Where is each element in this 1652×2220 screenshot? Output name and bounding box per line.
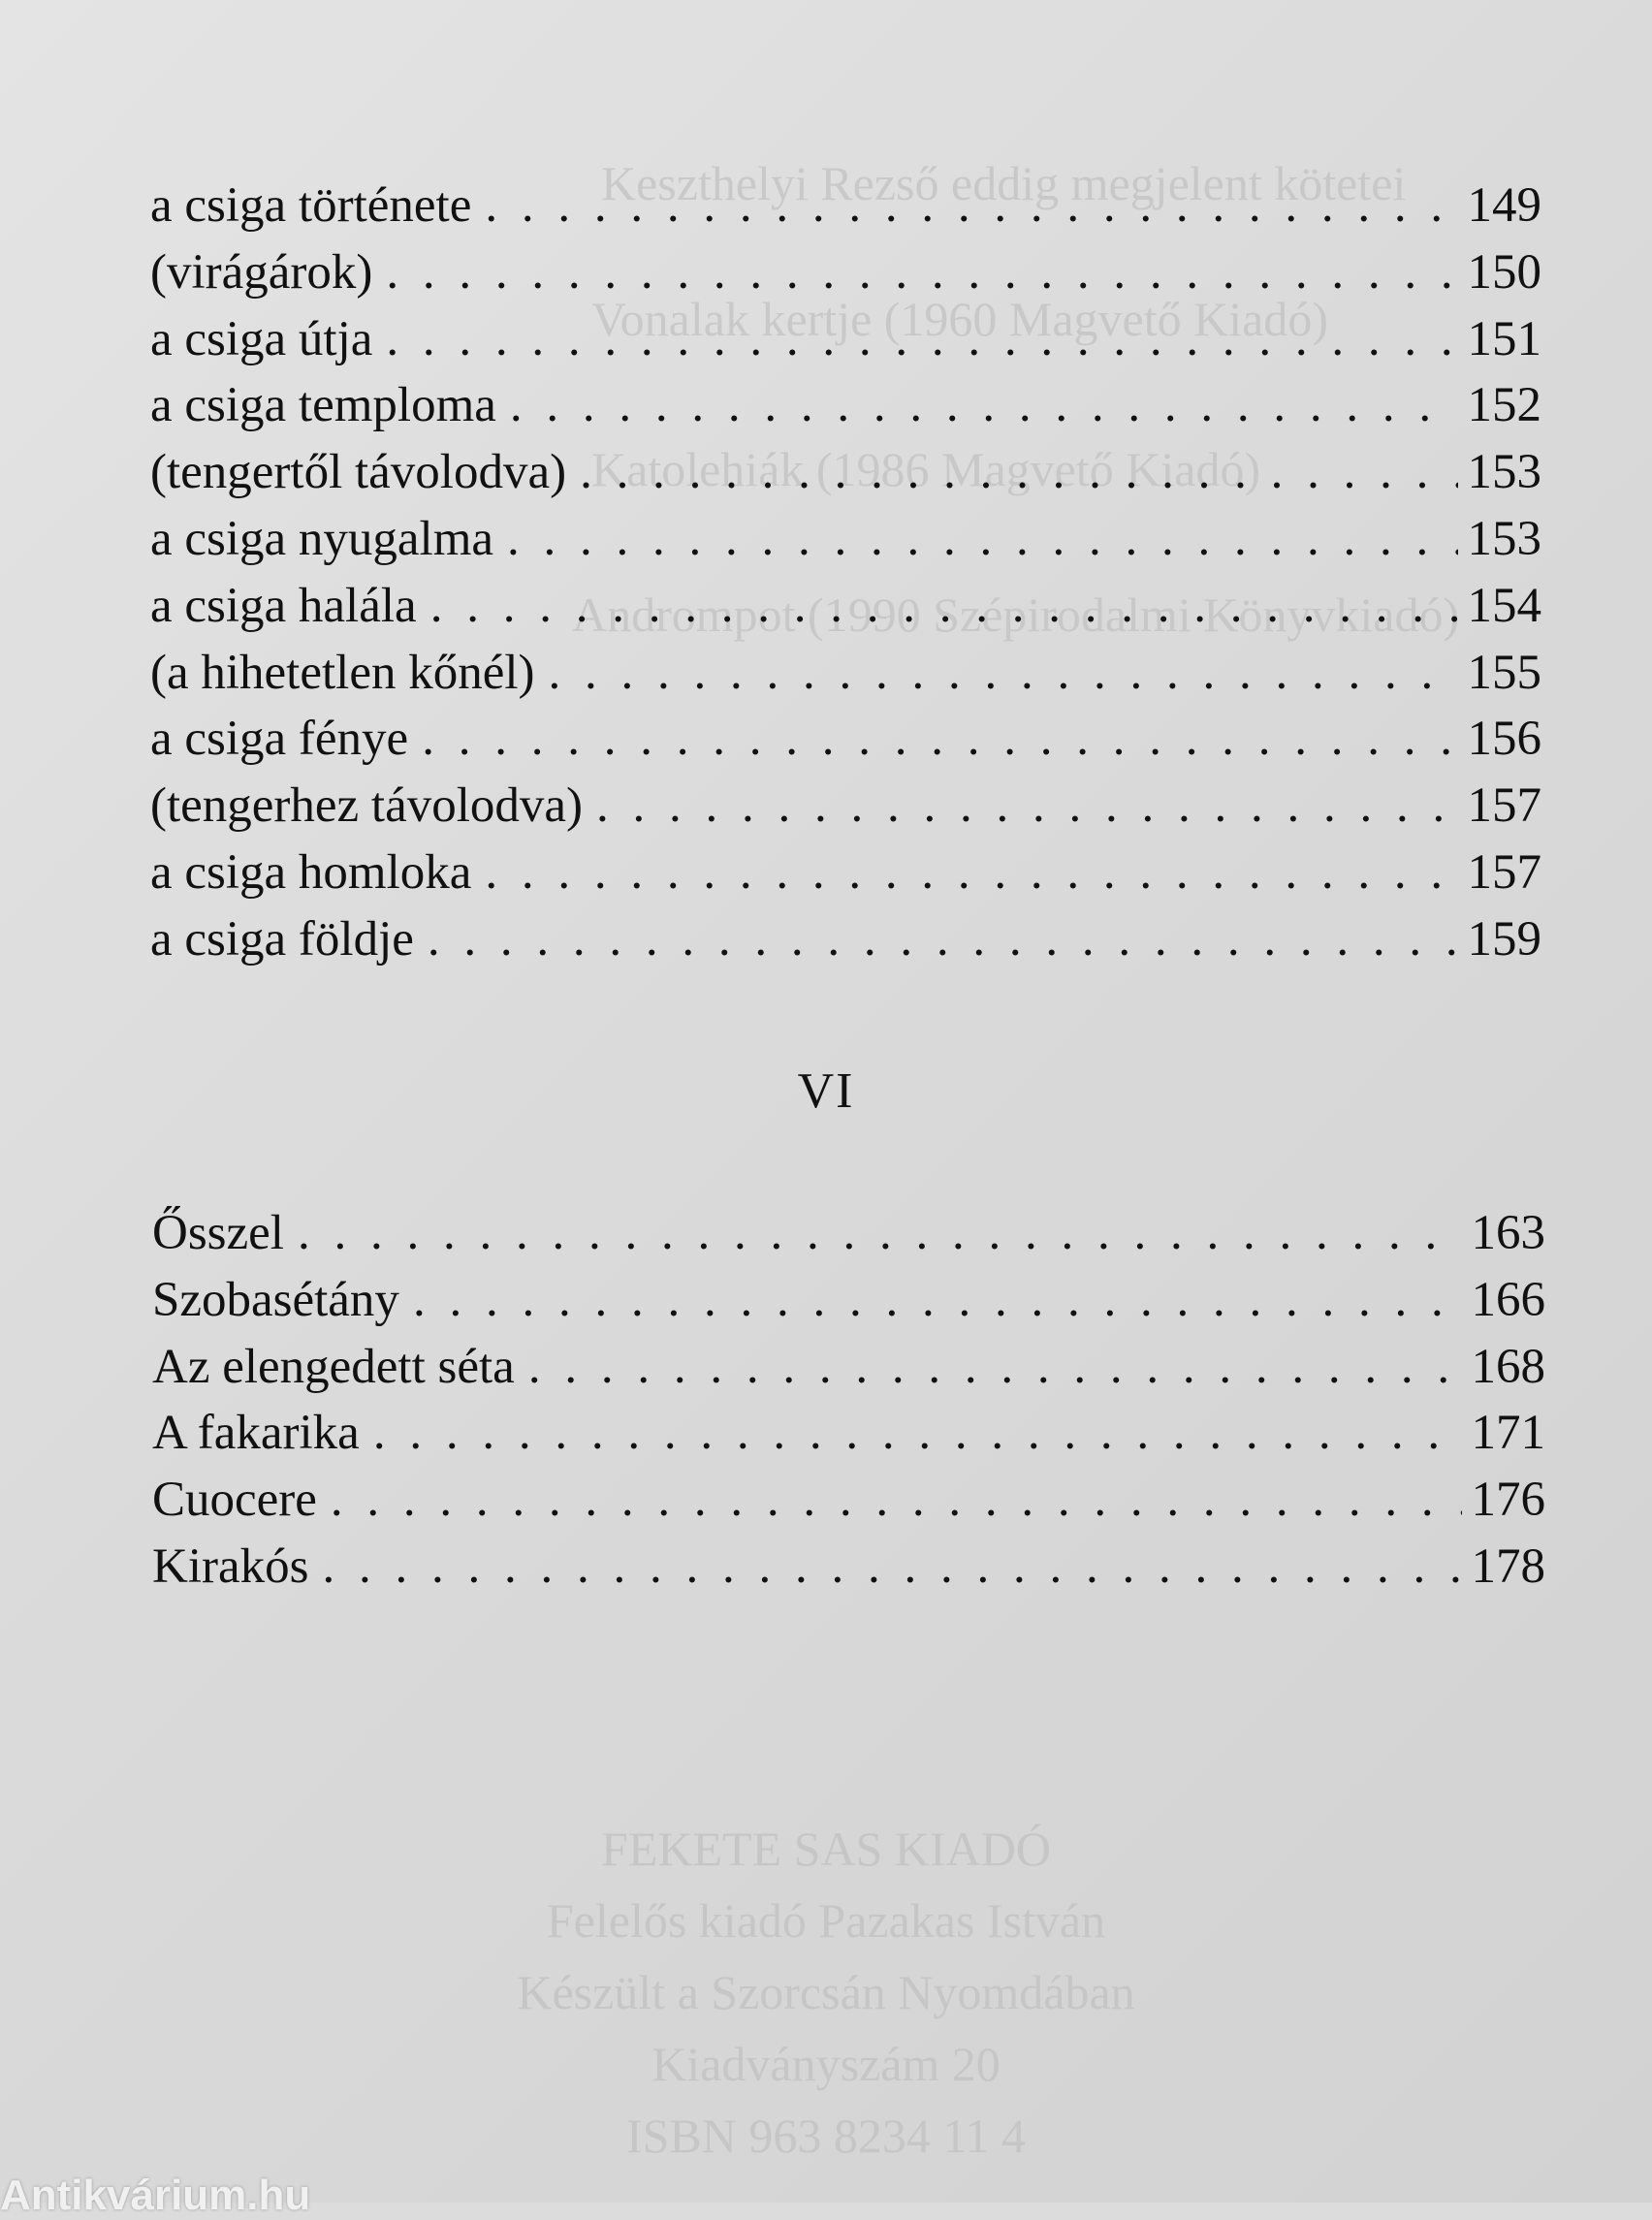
imprint-show-through — [0, 1813, 1652, 2172]
toc-entry-title: Kirakós — [152, 1538, 309, 1594]
show-through-line-2: Vonalak kertje (1960 Magvető Kiadó) — [591, 292, 1328, 346]
section-heading: VI — [797, 1063, 855, 1119]
toc-entry-title: Szobasétány — [152, 1272, 399, 1327]
toc-entry[interactable] — [150, 640, 1541, 707]
toc-entry-title: Az elengedett séta — [152, 1339, 515, 1394]
toc-entry-page: 168 — [1471, 1339, 1545, 1394]
toc-entry-page: 150 — [1467, 244, 1541, 300]
toc-entry-title: a csiga homloka — [150, 844, 472, 900]
toc-entry-page: 163 — [1471, 1206, 1545, 1260]
toc-entry-page: 155 — [1467, 645, 1541, 700]
toc-leader-dots — [386, 239, 1457, 306]
toc-leader-dots — [373, 1400, 1462, 1467]
toc-entry-title: a csiga földje — [150, 911, 414, 967]
toc-entry-title: a csiga nyugalma — [150, 511, 494, 566]
toc-entry[interactable] — [152, 1267, 1545, 1334]
toc-entry-page: 153 — [1467, 445, 1541, 500]
toc-entry[interactable] — [152, 1200, 1545, 1267]
toc-leader-dots — [322, 1534, 1461, 1601]
toc-entry-page: 149 — [1467, 178, 1541, 233]
toc-entry[interactable] — [150, 706, 1541, 773]
toc-entry-page: 153 — [1467, 511, 1541, 566]
toc-entry[interactable] — [150, 773, 1541, 840]
toc-entry-page: 151 — [1467, 311, 1541, 366]
toc-entry[interactable] — [150, 306, 1541, 373]
toc-entry[interactable] — [152, 1534, 1545, 1601]
toc-leader-dots — [549, 640, 1458, 707]
toc-entry[interactable] — [150, 906, 1541, 973]
show-through-line-1: Keszthelyi Rezső eddig megjelent kötetei — [601, 156, 1407, 210]
toc-entry[interactable] — [152, 1467, 1545, 1534]
toc-entry-page: 156 — [1467, 712, 1541, 767]
toc-leader-dots — [507, 506, 1457, 573]
toc-leader-dots — [596, 773, 1457, 840]
toc-entry-title: Ősszel — [152, 1206, 284, 1260]
toc-entry-page: 159 — [1467, 911, 1541, 967]
toc-entry[interactable] — [150, 439, 1541, 506]
toc-entry[interactable] — [150, 173, 1541, 239]
toc-entry[interactable] — [150, 372, 1541, 439]
toc-entry-title: Cuocere — [152, 1473, 317, 1528]
site-watermark: Antikvárium.hu — [0, 2172, 311, 2219]
toc-leader-dots — [428, 906, 1458, 973]
toc-leader-dots — [528, 1334, 1462, 1401]
toc-entry-page: 178 — [1471, 1538, 1545, 1594]
imprint-number: Kiadványszám 20 — [651, 2037, 1001, 2091]
show-through-line-3: Katolehiák (1986 Magvető Kiadó) — [591, 442, 1261, 496]
toc-entry-title: a csiga halála — [150, 578, 417, 633]
toc-section-6 — [152, 1200, 1545, 1601]
toc-entry-page: 171 — [1471, 1406, 1545, 1461]
imprint-printer: Készült a Szorcsán Nyomdában — [517, 1965, 1135, 2019]
toc-entry-page: 157 — [1467, 778, 1541, 834]
toc-entry-title: A fakarika — [152, 1406, 360, 1461]
toc-section-5 — [150, 173, 1541, 973]
toc-leader-dots — [485, 173, 1457, 239]
toc-entry-page: 176 — [1471, 1473, 1545, 1528]
toc-entry-title: (tengerhez távolodva) — [150, 778, 584, 834]
imprint-publisher: FEKETE SAS KIADÓ — [601, 1822, 1051, 1876]
toc-leader-dots — [510, 372, 1458, 439]
imprint-isbn: ISBN 963 8234 11 4 — [625, 2109, 1027, 2163]
toc-entry-title: (a hihetetlen kőnél) — [150, 645, 535, 700]
imprint-responsible: Felelős kiadó Pazakas István — [546, 1893, 1106, 1948]
toc-leader-dots — [298, 1200, 1462, 1267]
toc-entry-title: (virágárok) — [150, 244, 373, 300]
toc-leader-dots — [386, 306, 1457, 373]
toc-entry[interactable] — [150, 506, 1541, 573]
toc-entry[interactable] — [150, 239, 1541, 306]
toc-entry-page: 166 — [1471, 1272, 1545, 1327]
toc-leader-dots — [331, 1467, 1462, 1534]
toc-leader-dots — [422, 706, 1457, 773]
toc-entry-title: a csiga története — [150, 178, 472, 233]
toc-entry-title: (tengertől távolodva) — [150, 445, 567, 500]
toc-entry-title: a csiga temploma — [150, 378, 496, 433]
toc-entry[interactable] — [152, 1400, 1545, 1467]
toc-leader-dots — [430, 573, 1458, 640]
toc-entry-title: a csiga útja — [150, 311, 373, 366]
toc-entry-page: 152 — [1467, 378, 1541, 433]
toc-entry[interactable] — [150, 840, 1541, 906]
toc-leader-dots — [413, 1267, 1462, 1334]
toc-entry[interactable] — [152, 1334, 1545, 1401]
toc-entry-page: 154 — [1467, 578, 1541, 633]
toc-entry-page: 157 — [1467, 844, 1541, 900]
toc-entry[interactable] — [150, 573, 1541, 640]
show-through-line-4: Andrompot (1990 Szépirodalmi Könyvkiadó) — [572, 587, 1460, 642]
toc-leader-dots — [485, 840, 1457, 906]
toc-leader-dots — [580, 439, 1457, 506]
toc-entry-title: a csiga fénye — [150, 712, 409, 767]
